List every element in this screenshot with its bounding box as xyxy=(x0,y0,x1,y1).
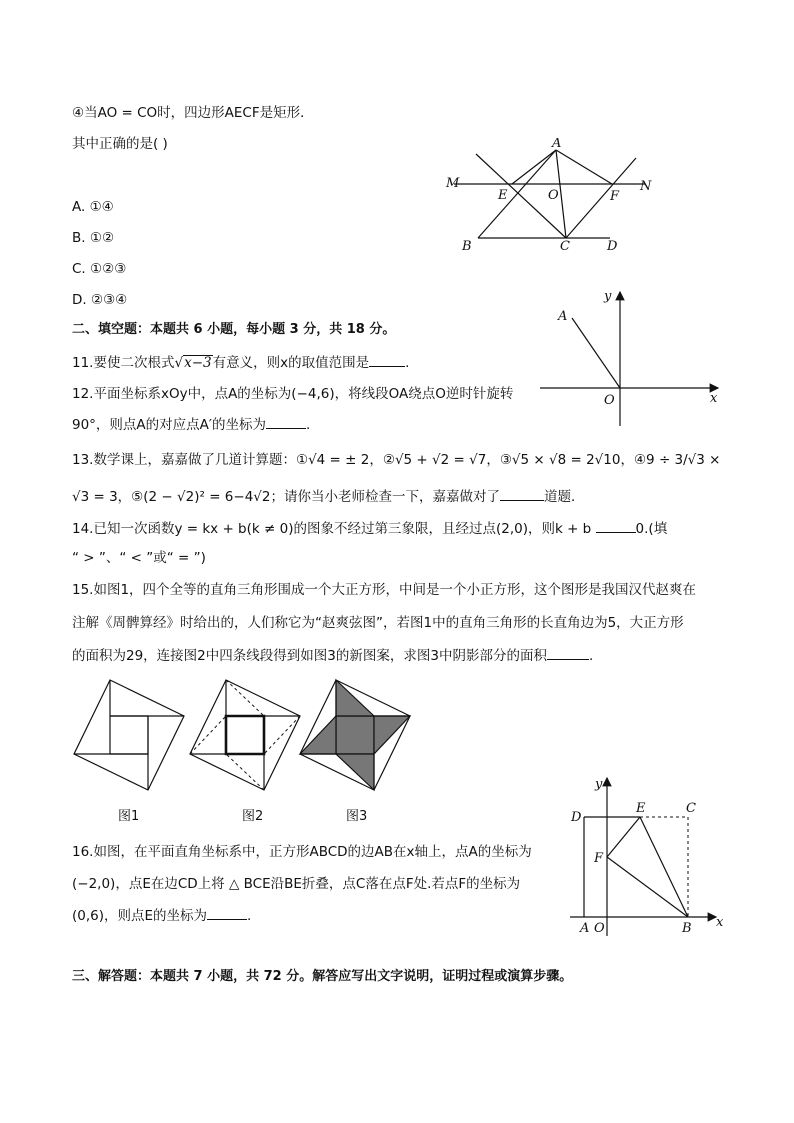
q16-label-o: O xyxy=(594,921,605,936)
q16-line-2: (−2,0)，点E在边CD上将 △ BCE沿BE折叠，点C落在点F处.若点F的坐标为 xyxy=(72,876,521,892)
q13-end: 道题． xyxy=(543,489,585,505)
q11-end: . xyxy=(405,355,410,371)
q16-label-e: E xyxy=(636,801,646,816)
figure-2 xyxy=(190,680,300,790)
q14-line-1-text: 14.已知一次函数y = kx + b(k ≠ 0)的图象不经过第三象限，且经过点(2,0)，则k + b xyxy=(72,521,592,537)
q10-label-n: N xyxy=(640,179,652,194)
q14-line-1-end: 0.(填 xyxy=(635,521,668,537)
q12-label-y: y xyxy=(604,289,612,304)
q10-label-e: E xyxy=(498,188,508,203)
q12-label-a: A xyxy=(558,309,568,324)
q11 xyxy=(72,352,409,373)
q12-end: . xyxy=(305,417,311,433)
q15-line-2: 注解《周髀算经》时给出的，人们称它为“赵爽弦图”，若图1中的直角三角形的长直角边为5，大正方形 xyxy=(72,615,684,631)
q10-option-c: C. ①②③ xyxy=(72,261,127,277)
q11-suffix: 有意义，则x的取值范围是 xyxy=(212,355,370,371)
section-2-title: 二、填空题：本题共 6 小题，每小题 3 分，共 18 分。 xyxy=(72,322,396,337)
q16-line-3-text: (0,6)，则点E的坐标为 xyxy=(72,908,208,924)
q16-label-d: D xyxy=(571,810,582,825)
q16-answer-blank[interactable] xyxy=(207,905,247,920)
q14-line-1 xyxy=(72,518,667,539)
q15-line-3 xyxy=(72,645,593,666)
q12-line-2 xyxy=(72,414,310,435)
q10-label-b: B xyxy=(462,239,472,254)
q16-label-f: F xyxy=(594,851,604,866)
q16-figure xyxy=(566,774,736,940)
radical-sign: √ xyxy=(174,355,184,371)
q10-option-b: B. ①② xyxy=(72,230,115,246)
q12-line-1: 12.平面坐标系xOy中，点A的坐标为(−4,6)，将线段OA绕点O逆时针旋转 xyxy=(72,386,514,402)
q15-line-1: 15.如图1，四个全等的直角三角形围成一个大正方形，中间是一个小正方形，这个图形是我国汉代赵爽在 xyxy=(72,582,697,598)
q10-question: 其中正确的是( ) xyxy=(72,136,168,152)
q12-label-o: O xyxy=(604,393,615,408)
q10-option-a: A. ①④ xyxy=(72,199,114,215)
q12-figure xyxy=(536,284,726,430)
q13-line-1: 13.数学课上，嘉嘉做了几道计算题：①√4 = ± 2，②√5 + √2 = √7，③√5 × √8 = 2√10，④9 ÷ 3/√3 × xyxy=(72,452,721,468)
q16-line-1: 16.如图，在平面直角坐标系中，正方形ABCD的边AB在x轴上，点A的坐标为 xyxy=(72,844,532,860)
q13-answer-blank[interactable] xyxy=(500,486,544,501)
q11-answer-blank[interactable] xyxy=(369,352,405,367)
q16-label-y: y xyxy=(595,777,603,792)
q10-figure xyxy=(440,138,670,258)
q16-label-x: x xyxy=(716,915,724,930)
q11-radicand: x−3 xyxy=(184,355,212,371)
q13-line-2-text: √3 = 3，⑤(2 − √2)² = 6−4√2；请你当小老师检查一下，嘉嘉做对了 xyxy=(72,489,500,505)
q12-answer-blank[interactable] xyxy=(266,414,306,429)
q15-answer-blank[interactable] xyxy=(547,645,589,660)
q10-condition-4: ④当AO = CO时，四边形AECF是矩形． xyxy=(72,105,314,121)
q15-line-3-text: 的面积为29，连接图2中四条线段得到如图3的新图案，求图3中阴影部分的面积 xyxy=(72,648,547,664)
q14-line-2: “ > ”、“ < ”或“ = ”) xyxy=(72,550,206,566)
q13-line-2 xyxy=(72,486,584,507)
q15-figures xyxy=(70,676,420,832)
q10-label-c: C xyxy=(560,239,570,254)
q12-line-2-text: 90°，则点A的对应点A′的坐标为 xyxy=(72,417,266,433)
q10-label-d: D xyxy=(607,239,618,254)
q16-line-3 xyxy=(72,905,251,926)
q10-label-m: M xyxy=(446,176,460,191)
q10-label-a: A xyxy=(552,138,562,151)
figure-3 xyxy=(300,680,410,790)
q16-label-b: B xyxy=(682,921,692,936)
section-3-title: 三、解答题：本题共 7 小题，共 72 分。解答应写出文字说明，证明过程或演算步骤。 xyxy=(72,969,573,984)
fig3-caption: 图3 xyxy=(346,809,368,824)
q15-end: . xyxy=(588,648,594,664)
figure-1 xyxy=(74,680,184,790)
q12-label-x: x xyxy=(710,391,718,406)
q16-label-c: C xyxy=(686,801,696,816)
q11-prefix: 11.要使二次根式 xyxy=(72,355,175,371)
q10-label-o: O xyxy=(548,188,559,203)
q14-answer-blank[interactable] xyxy=(596,518,636,533)
q16-label-a: A xyxy=(580,921,590,936)
q16-end: . xyxy=(247,908,252,924)
q10-label-f: F xyxy=(610,189,620,204)
fig2-caption: 图2 xyxy=(242,809,264,824)
q10-option-d: D. ②③④ xyxy=(72,292,128,308)
fig1-caption: 图1 xyxy=(118,809,140,824)
